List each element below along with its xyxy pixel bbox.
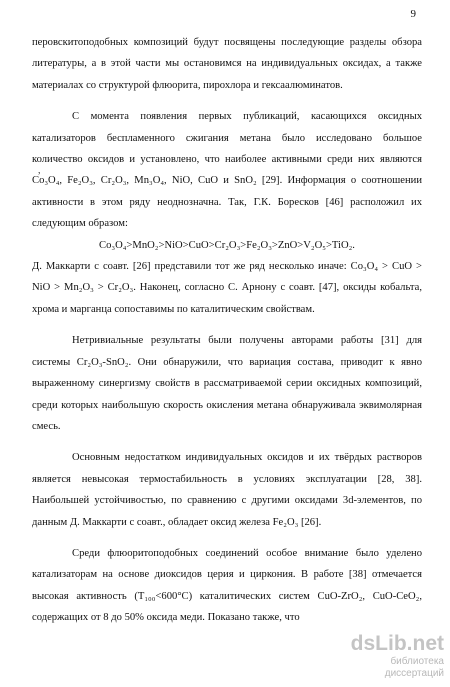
watermark-subtitle: библиотека диссертаций <box>384 656 444 679</box>
watermark <box>332 632 444 679</box>
paragraph-2: С момента появления первых публикаций, касающихся оксидных катализаторов беспламенного сжигания метана было исследовано большое количество оксидов и установлено, что наиболее активными среди них являются Co₃O₄, Fe₂O₃, Cr₂O₃, Mn₃O₄, NiO, CuO и SnO₂ [29]. Информация о соотношении активности в этом ряду неоднозначна. Так, Г.К. Боресков [46] расположил их следующим образом: <box>32 111 422 230</box>
paragraph-6: Среди флюоритоподобных соединений особое внимание было уделено катализаторам на основе диоксидов церия и циркония. В работе [38] отмечается высокая активность (T₁₀₀<600°C) каталитических систем CuO-ZrO₂, CuO-CeO₂, содержащих от 8 до 50% оксида меди. Показано также, что <box>32 547 422 624</box>
paragraph-5: Основным недостатком индивидуальных оксидов и их твёрдых растворов является невысокая термостабильность в условиях эксплуатации [28, 38]. Наибольшей устойчивостью, по сравнению с другими оксидами 3d-элементов, по данным Д. Маккарти с соавт., обладает оксид железа Fe₂O₃ [26]. <box>32 452 422 528</box>
activity-series-formula: Co₃O₄>MnO₂>NiO>CuO>Cr₂O₃>Fe₂O₃>ZnO>V₂O₅>TiO₂. <box>99 239 355 251</box>
page-content <box>32 32 422 629</box>
page-number: 9 <box>410 8 416 20</box>
paragraph-4: Нетривиальные результаты были получены авторами работы [31] для системы Cr₂O₃-SnO₂. Они обнаружили, что вариация состава, приводит к явно выраженному синергизму свойств в рассматриваемой серии оксидных композиций, среди которых наибольшую скорость окисления метана обнаруживала эквимолярная смесь. <box>32 335 422 432</box>
watermark-logo: dsLib.net <box>350 632 444 655</box>
paragraph-3: Д. Маккарти с соавт. [26] представили тот же ряд несколько иначе: Co₃O₄ > CuO > NiO > Mn₂O₃ > Cr₂O₃. Наконец, согласно С. Арнону с соавт. [47], оксиды кобальта, хрома и марганца сопоставимы по каталитическим свойствам. <box>32 261 422 315</box>
margin-mark: , <box>38 165 41 176</box>
paragraph-1: перовскитоподобных композиций будут посвящены последующие разделы обзора литературы, а в этой части мы остановимся на индивидуальных оксидах, а также материалах со структурой флюорита, пирохлора и гексаалюминатов. <box>32 37 422 91</box>
